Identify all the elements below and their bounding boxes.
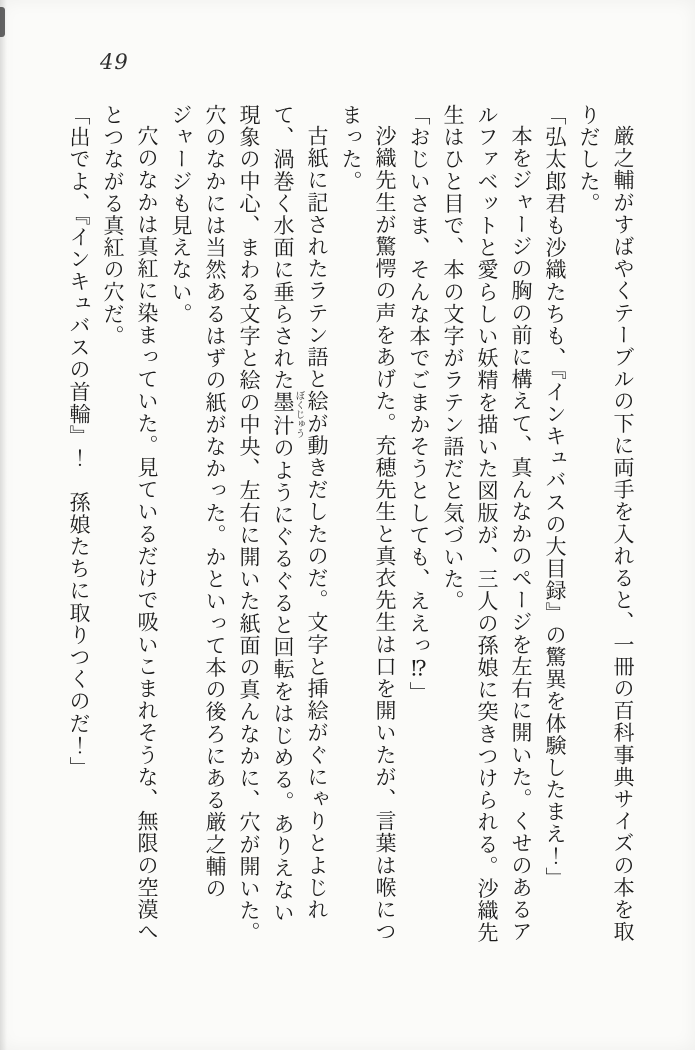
narration-paragraph-with-ruby (164, 104, 334, 945)
ruby-text: ぼくじゅう (293, 390, 305, 438)
narration-paragraph: 穴のなかは真紅に染まっていた。見ているだけで吸いこまれそうな、無限の空漠へとつながる真紅の穴だ。 (101, 104, 159, 943)
ruby-annotation (271, 390, 305, 438)
dialogue-paragraph: 「弘太郎君も沙織たちも、『インキュバスの大目録』の驚異を体験したまえ！」 (543, 104, 567, 890)
text-segment: 古紙に記されたラテン語と絵が動きだしたのだ。文字と挿絵がぐにゃりとよじれて、渦巻く水面に垂らされた (271, 104, 329, 921)
ruby-base: 墨汁 (271, 390, 295, 438)
body-text (52, 104, 640, 945)
dialogue-paragraph: 「出でよ、『インキュバスの首輪』！ 孫娘たちに取りつくのだ！」 (67, 104, 91, 779)
page-number: 49 (100, 50, 129, 74)
dialogue-paragraph: 「おじいさま、そんな本でごまかそうとしても、ええっ⁉」 (407, 104, 431, 704)
scan-artifact (0, 7, 5, 37)
narration-paragraph: 本をジャージの胸の前に構えて、真んなかのページを左右に開いた。くせのあるアルファベットと愛らしい妖精を描いた図版が、三人の孫娘に突きつけられる。沙織先生はひと目で、本の文字がラテン語だと気づいた。 (441, 104, 533, 944)
page-edge-shadow (0, 0, 7, 1050)
narration-paragraph: 厳之輔がすばやくテーブルの下に両手を入れると、一冊の百科事典サイズの本を取りだした。 (577, 104, 635, 943)
narration-paragraph: 沙織先生が驚愕の声をあげた。充穂先生と真衣先生は口を開いたが、言葉は喉につまった。 (339, 104, 397, 943)
text-segment: のようにぐるぐると回転をはじめる。ありえない現象の中心、まわる文字と絵の中央、左右に開いた紙面の真んなかに、穴が開いた。穴のなかには当然あるはずの紙がなかった。かといって本の後ろにある厳之輔のジャージも見えない。 (169, 104, 295, 944)
